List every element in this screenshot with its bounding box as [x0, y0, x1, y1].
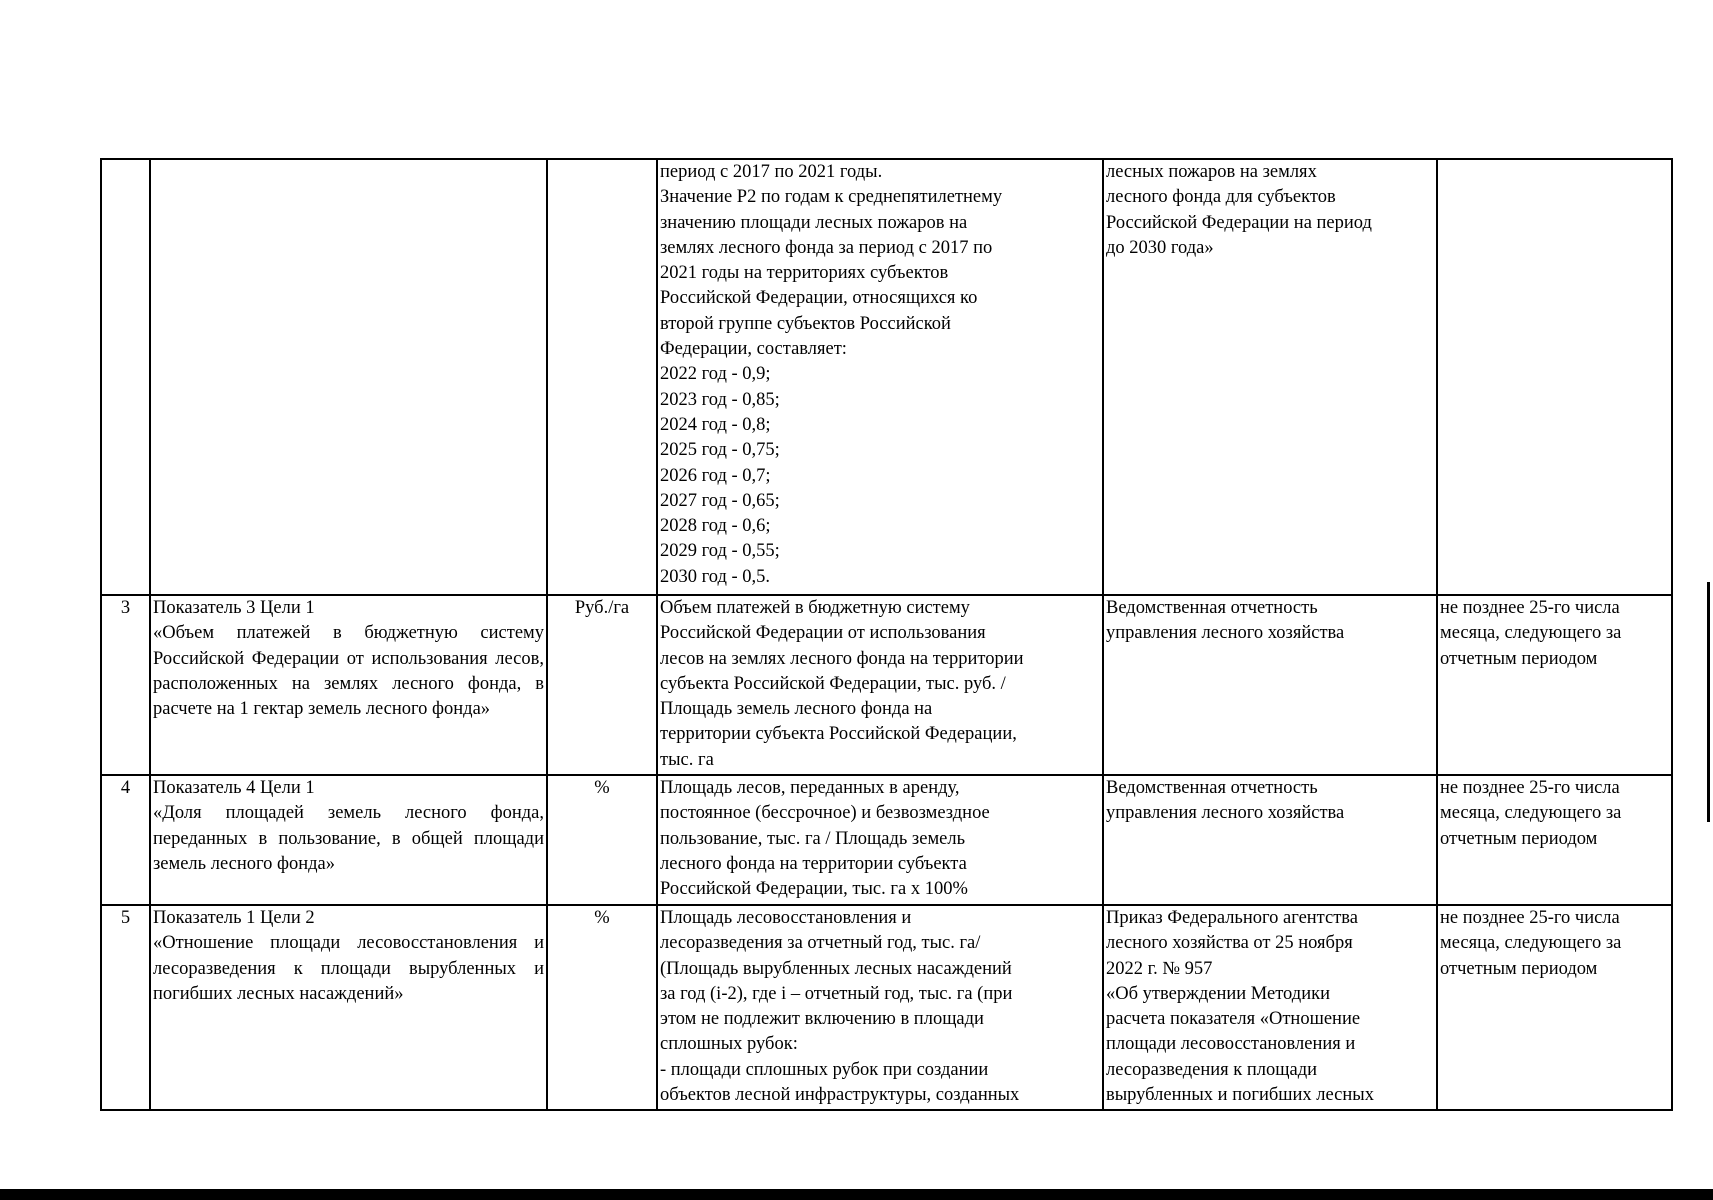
- cell-text-line: тыс. га: [660, 749, 714, 770]
- cell-text-line: до 2030 года»: [1106, 237, 1214, 258]
- cell-text-line: 2021 годы на территориях субъектов: [660, 263, 949, 284]
- cell-text-line: 2024 год - 0,8;: [660, 414, 771, 435]
- cell-text-line: (Площадь вырубленных лесных насаждений: [660, 958, 1012, 979]
- reporting-deadline: [1437, 159, 1672, 595]
- row-number: 4: [101, 775, 150, 905]
- indicator-text: «Доля площадей земель лесного фонда, переданных в пользование, в общей площади земель лесного фонда»: [153, 803, 544, 874]
- indicators-table: [100, 158, 1673, 1111]
- row-number: [101, 159, 150, 595]
- cell-text-line: пользование, тыс. га / Площадь земель: [660, 828, 966, 849]
- cell-text-line: Российской Федерации от использования: [660, 623, 986, 644]
- indicator-text: «Отношение площади лесовосстановления и лесоразведения к площади вырубленных и погибших лесных насаждений»: [153, 933, 544, 1004]
- cell-text-line: Площадь лесовосстановления и: [660, 908, 912, 928]
- reporting-deadline: [1437, 905, 1672, 1110]
- cell-text-line: лесного фонда на территории субъекта: [660, 853, 967, 874]
- cell-text-line: не позднее 25-го числа: [1440, 908, 1620, 928]
- cell-text-line: лесного фонда для субъектов: [1106, 187, 1336, 208]
- cell-text-line: - площади сплошных рубок при создании: [660, 1059, 989, 1080]
- cell-text-line: Российской Федерации на период: [1106, 212, 1372, 233]
- cell-text-line: 2027 год - 0,65;: [660, 490, 780, 511]
- cell-text-line: землях лесного фонда за период с 2017 по: [660, 237, 993, 258]
- cell-text-line: 2023 год - 0,85;: [660, 389, 780, 410]
- unit-of-measure: [547, 159, 657, 595]
- cell-text-line: расчета показателя «Отношение: [1106, 1009, 1361, 1030]
- cell-text-line: отчетным периодом: [1440, 648, 1598, 669]
- cell-text-line: лесоразведения к площади: [1106, 1059, 1318, 1080]
- cell-text-line: Объем платежей в бюджетную систему: [660, 598, 970, 618]
- cell-text-line: Площадь лесов, переданных в аренду,: [660, 778, 960, 798]
- scan-bottom-border: [0, 1189, 1713, 1200]
- cell-text-line: 2030 год - 0,5.: [660, 566, 771, 587]
- cell-text-line: субъекта Российской Федерации, тыс. руб. /: [660, 673, 1006, 694]
- cell-text-line: второй группе субъектов Российской: [660, 313, 951, 334]
- table-row: [101, 595, 1672, 775]
- cell-text-line: месяца, следующего за: [1440, 623, 1622, 644]
- reporting-deadline: [1437, 775, 1672, 905]
- cell-text-line: 2029 год - 0,55;: [660, 541, 780, 562]
- cell-text-line: Российской Федерации, относящихся ко: [660, 288, 978, 309]
- cell-text-line: не позднее 25-го числа: [1440, 778, 1620, 798]
- cell-text-line: 2025 год - 0,75;: [660, 440, 780, 461]
- scan-right-edge: [1707, 582, 1710, 822]
- calculation-method: [657, 775, 1103, 905]
- cell-text-line: этом не подлежит включению в площади: [660, 1009, 984, 1030]
- cell-text-line: Значение Р2 по годам к среднепятилетнему: [660, 187, 1003, 208]
- calculation-method: [657, 159, 1103, 595]
- cell-text-line: за год (i-2), где i – отчетный год, тыс. га (при: [660, 983, 1013, 1004]
- table-row: [101, 775, 1672, 905]
- cell-text-line: сплошных рубок:: [660, 1034, 798, 1055]
- row-number: 5: [101, 905, 150, 1110]
- cell-text-line: площади лесовосстановления и: [1106, 1034, 1356, 1055]
- cell-text-line: объектов лесной инфраструктуры, созданных: [660, 1085, 1020, 1106]
- cell-text-line: управления лесного хозяйства: [1106, 623, 1345, 644]
- reporting-deadline: [1437, 595, 1672, 775]
- cell-text-line: 2022 год - 0,9;: [660, 364, 771, 385]
- cell-text-line: управления лесного хозяйства: [1106, 803, 1345, 824]
- indicator-name: [150, 159, 547, 595]
- cell-text-line: лесоразведения за отчетный год, тыс. га/: [660, 933, 981, 954]
- cell-text-line: отчетным периодом: [1440, 958, 1598, 979]
- cell-text-line: Приказ Федерального агентства: [1106, 908, 1358, 928]
- indicator-name: [150, 905, 547, 1110]
- calculation-method: [657, 905, 1103, 1110]
- cell-text-line: «Об утверждении Методики: [1106, 983, 1330, 1004]
- cell-text-line: 2022 г. № 957: [1106, 958, 1213, 979]
- unit-of-measure: %: [547, 905, 657, 1110]
- cell-text-line: Площадь земель лесного фонда на: [660, 699, 933, 720]
- indicator-title: Показатель 4 Цели 1: [153, 778, 315, 798]
- table-row: [101, 159, 1672, 595]
- cell-text-line: Российской Федерации, тыс. га х 100%: [660, 879, 968, 900]
- cell-text-line: 2028 год - 0,6;: [660, 516, 771, 537]
- cell-text-line: период с 2017 по 2021 годы.: [660, 162, 883, 182]
- cell-text-line: лесных пожаров на землях: [1106, 162, 1317, 182]
- cell-text-line: не позднее 25-го числа: [1440, 598, 1620, 618]
- indicator-name: [150, 775, 547, 905]
- row-number: 3: [101, 595, 150, 775]
- data-source: [1103, 775, 1437, 905]
- cell-text-line: Федерации, составляет:: [660, 339, 847, 360]
- cell-text-line: 2026 год - 0,7;: [660, 465, 771, 486]
- indicator-name: [150, 595, 547, 775]
- cell-text-line: месяца, следующего за: [1440, 933, 1622, 954]
- indicator-title: Показатель 1 Цели 2: [153, 908, 315, 928]
- unit-of-measure: %: [547, 775, 657, 905]
- cell-text-line: лесов на землях лесного фонда на территории: [660, 648, 1024, 669]
- table-row: [101, 905, 1672, 1110]
- cell-text-line: месяца, следующего за: [1440, 803, 1622, 824]
- cell-text-line: вырубленных и погибших лесных: [1106, 1085, 1374, 1106]
- cell-text-line: постоянное (бессрочное) и безвозмездное: [660, 803, 990, 824]
- calculation-method: [657, 595, 1103, 775]
- data-source: [1103, 905, 1437, 1110]
- cell-text-line: лесного хозяйства от 25 ноября: [1106, 933, 1353, 954]
- cell-text-line: Ведомственная отчетность: [1106, 598, 1318, 618]
- unit-of-measure: Руб./га: [547, 595, 657, 775]
- cell-text-line: значению площади лесных пожаров на: [660, 212, 968, 233]
- data-source: [1103, 595, 1437, 775]
- data-source: [1103, 159, 1437, 595]
- indicator-text: «Объем платежей в бюджетную систему Российской Федерации от использования лесов, расположенных на землях лесного фонда, в расчете на 1 гектар земель лесного фонда»: [153, 623, 544, 720]
- indicator-title: Показатель 3 Цели 1: [153, 598, 315, 618]
- cell-text-line: территории субъекта Российской Федерации,: [660, 724, 1017, 745]
- cell-text-line: отчетным периодом: [1440, 828, 1598, 849]
- cell-text-line: Ведомственная отчетность: [1106, 778, 1318, 798]
